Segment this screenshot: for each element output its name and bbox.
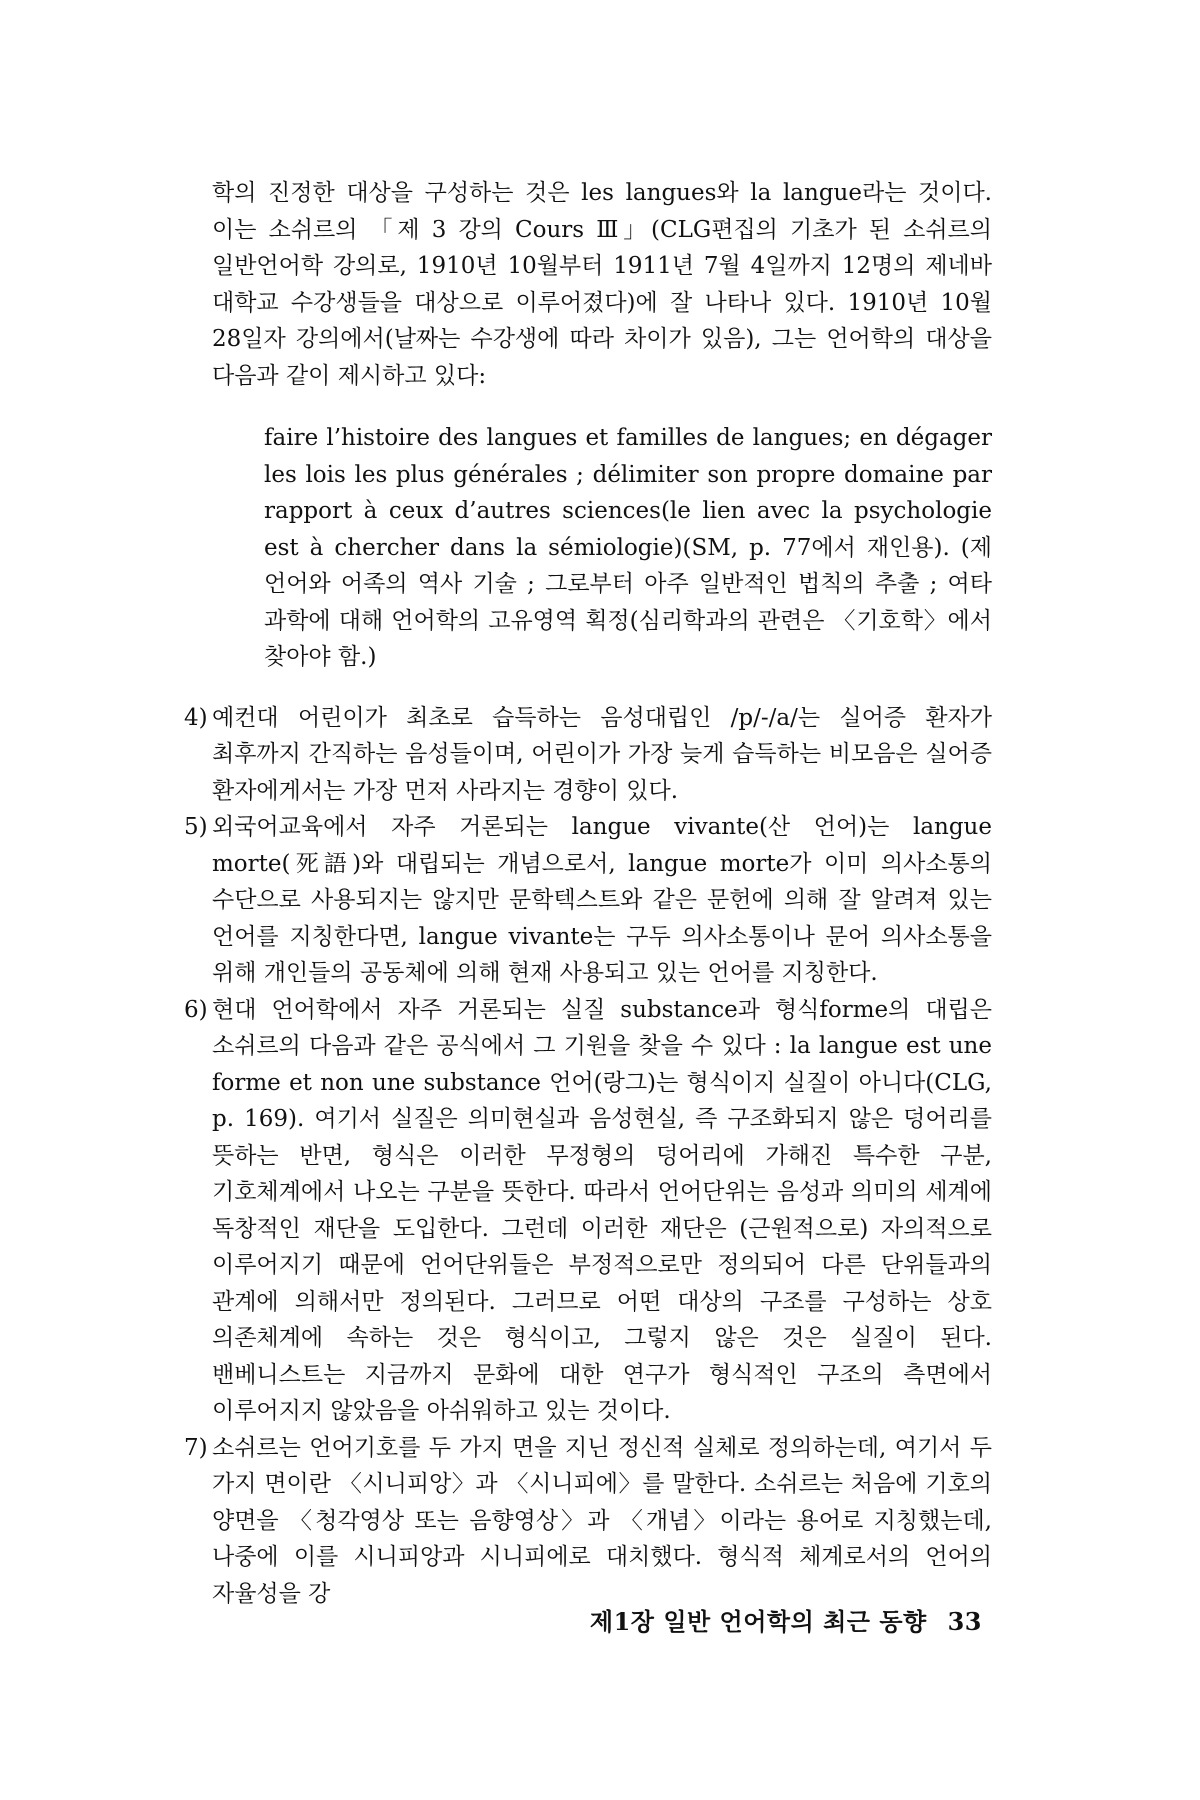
- endnote-text: 현대 언어학에서 자주 거론되는 실질 substance과 형식forme의 대립은 소쉬르의 다음과 같은 공식에서 그 기원을 찾을 수 있다 : la langue est une forme et non une substance 언어(랑그)는 형식이지 실질이 아니다(CLG, p. 169). 여기서 실질은 의미현실과 음성현실, 즉 구조화되지 않은 덩어리를 뜻하는 반면, 형식은 이러한 무정형의 덩어리에 가해진 특수한 구분, 기호체계에서 나오는 구분을 뜻한다. 따라서 언어단위는 음성과 의미의 세계에 독창적인 재단을 도입한다. 그런데 이러한 재단은 (근원적으로) 자의적으로 이루어지기 때문에 언어단위들은 부정적으로만 정의되어 다른 단위들과의 관계에 의해서만 정의된다. 그러므로 어떤 대상의 구조를 구성하는 상호 의존체계에 속하는 것은 형식이고, 그렇지 않은 것은 실질이 된다. 밴베니스트는 지금까지 문화에 대한 연구가 형식적인 구조의 측면에서 이루어지지 않았음을 아쉬워하고 있는 것이다.: [212, 996, 992, 1424]
- running-title: 제1장 일반 언어학의 최근 동향: [589, 1607, 927, 1636]
- page-footer: [590, 1602, 982, 1637]
- endnote-number: 5): [184, 814, 208, 840]
- quotation-block: faire l’histoire des langues et familles de langues; en dégager les lois les plus générales ; délimiter son propre domaine par rapport à ceux d’autres sciences(le lien avec la psychologie est à chercher dans la sémiologie)(SM, p. 77에서 재인용). (제 언어와 어족의 역사 기술 ; 그로부터 아주 일반적인 법칙의 추출 ; 여타 과학에 대해 언어학의 고유영역 획정(심리학과의 관련은 〈기호학〉에서 찾아야 함.): [264, 425, 992, 670]
- endnote-text: 외국어교육에서 자주 거론되는 langue vivante(산 언어)는 langue morte(死語)와 대립되는 개념으로서, langue morte가 이미 의사소통의 수단으로 사용되지는 않지만 문학텍스트와 같은 문헌에 의해 잘 알려져 있는 언어를 지칭한다면, langue vivante는 구두 의사소통이나 문어 의사소통을 위해 개인들의 공동체에 의해 현재 사용되고 있는 언어를 지칭한다.: [212, 814, 992, 986]
- endnote-number: 6): [184, 996, 208, 1023]
- endnote-number: 4): [184, 704, 208, 731]
- endnote-6: [184, 992, 992, 1430]
- endnote-number: 7): [184, 1434, 208, 1461]
- endnote-text: 소쉬르는 언어기호를 두 가지 면을 지닌 정신적 실체로 정의하는데, 여기서 두 가지 면이란 〈시니피앙〉과 〈시니피에〉를 말한다. 소쉬르는 처음에 기호의 양면을 〈청각영상 또는 음향영상〉과 〈개념〉이라는 용어로 지칭했는데, 나중에 이를 시니피앙과 시니피에로 대치했다. 형식적 체계로서의 언어의 자율성을 강: [212, 1434, 992, 1607]
- endnotes-list: [184, 700, 992, 1613]
- body-text: [184, 175, 992, 1612]
- intro-paragraph: 학의 진정한 대상을 구성하는 것은 les langues와 la langue라는 것이다. 이는 소쉬르의 「제 3 강의 Cours Ⅲ」(CLG편집의 기초가 된 소쉬르의 일반언어학 강의로, 1910년 10월부터 1911년 7월 4일까지 12명의 제네바 대학교 수강생들을 대상으로 이루어졌다)에 잘 나타나 있다. 1910년 10월 28일자 강의에서(날짜는 수강생에 따라 차이가 있음), 그는 언어학의 대상을 다음과 같이 제시하고 있다:: [212, 180, 992, 389]
- page-number: 33: [947, 1607, 982, 1636]
- endnote-4: [184, 700, 992, 810]
- endnote-7: [184, 1430, 992, 1613]
- endnote-text: 예컨대 어린이가 최초로 습득하는 음성대립인 /p/-/a/는 실어증 환자가 최후까지 간직하는 음성들이며, 어린이가 가장 늦게 습득하는 비모음은 실어증 환자에게서는 가장 먼저 사라지는 경향이 있다.: [212, 704, 992, 804]
- endnote-5: [184, 809, 992, 992]
